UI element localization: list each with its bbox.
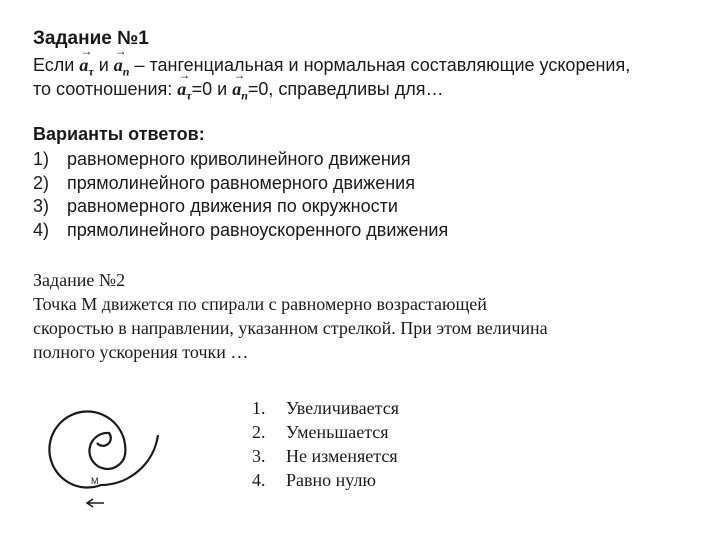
question-line2-prefix: то соотношения: — [33, 79, 178, 99]
answer-item[interactable]: 1. Увеличивается — [252, 398, 399, 418]
variants-list — [33, 148, 448, 242]
direction-arrow-icon — [87, 499, 104, 507]
task1-title: Задание №1 — [33, 28, 149, 49]
question-and: и — [93, 55, 114, 75]
vector-a-n-2: → $a_n$ — [232, 79, 248, 104]
task2-question-line: Точка М движется по спирали с равномерно возрастающей — [33, 294, 487, 314]
spiral-path — [49, 412, 158, 488]
equation-tau: =0 и — [191, 79, 233, 99]
variant-item[interactable]: 1) равномерного криволинейного движения — [33, 149, 411, 169]
variant-item[interactable]: 3) равномерного движения по окружности — [33, 196, 398, 216]
task1-question-line2 — [33, 79, 443, 104]
variant-item[interactable]: 2) прямолинейного равномерного движения — [33, 172, 415, 193]
equation-n: =0, справедливы для… — [247, 79, 444, 99]
task2-answers-list — [252, 396, 399, 492]
variant-item[interactable]: 4) прямолинейного равноускоренного движения — [33, 219, 449, 240]
variants-title: Варианты ответов: — [33, 124, 205, 144]
question-rest: – тангенциальная и нормальная составляющие ускорения, — [129, 55, 631, 75]
answer-item[interactable]: 3. Не изменяется — [252, 446, 398, 466]
question-prefix: Если — [33, 55, 80, 75]
vector-a-tau: → $a_\tau$ — [79, 55, 93, 80]
task1-question-line1 — [33, 55, 630, 80]
point-label: M — [91, 476, 99, 486]
spiral-diagram — [30, 385, 190, 515]
answer-item[interactable]: 2. Уменьшается — [252, 422, 389, 442]
task2-question-line: полного ускорения точки … — [33, 342, 249, 362]
vector-a-n: → $a_n$ — [114, 55, 130, 80]
task2-title: Задание №2 — [33, 270, 126, 290]
answer-item[interactable]: 4. Равно нулю — [252, 470, 376, 490]
task2-question-line: скоростью в направлении, указанном стрелкой. При этом величина — [33, 318, 548, 338]
vector-a-tau-2: → $a_\tau$ — [177, 79, 191, 104]
